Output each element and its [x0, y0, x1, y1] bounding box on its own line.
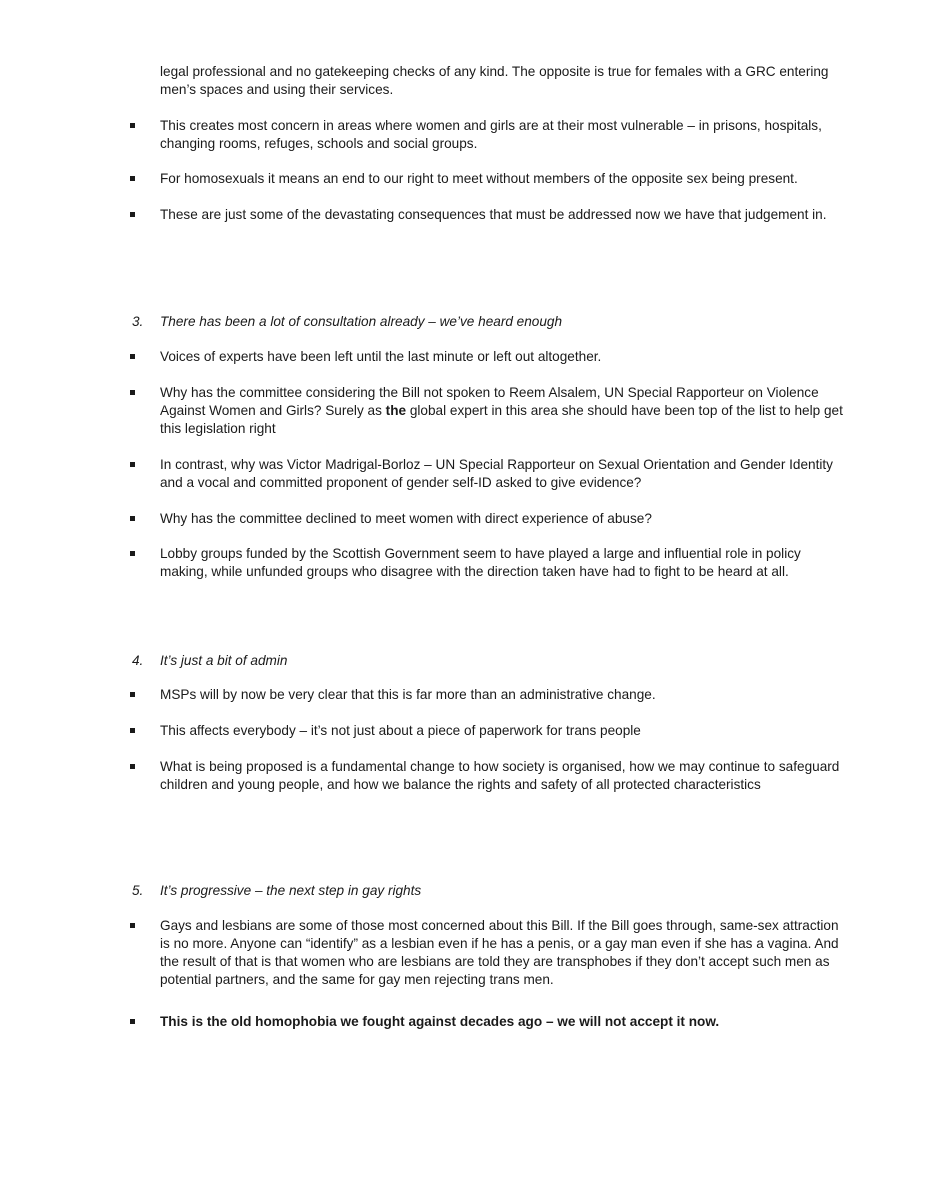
list-item-text	[160, 384, 850, 438]
list-item-text: For homosexuals it means an end to our right to meet without members of the opposite sex being present.	[160, 171, 798, 186]
section-number: 4.	[132, 653, 144, 668]
bullet-marker	[130, 176, 135, 181]
section-heading	[132, 882, 832, 900]
section-title: It’s just a bit of admin	[160, 653, 288, 668]
bullet-marker	[130, 123, 135, 128]
bullet-marker	[130, 462, 135, 467]
bullet-marker	[130, 692, 135, 697]
bullet-marker	[130, 1019, 135, 1024]
bold-text: the	[385, 403, 407, 418]
section-number: 3.	[132, 314, 144, 329]
list-item-text: This is the old homophobia we fought against decades ago – we will not accept it now.	[160, 1014, 720, 1029]
text-run: global expert in this area she should have been top of the list to help get this legislation right	[160, 403, 843, 436]
section-title: There has been a lot of consultation already – we’ve heard enough	[160, 314, 563, 329]
list-item-text: These are just some of the devastating consequences that must be addressed now we have that judgement in.	[160, 207, 827, 222]
section-number: 5.	[132, 883, 144, 898]
list-item-text: What is being proposed is a fundamental change to how society is organised, how we may continue to safeguard children and young people, and how we balance the rights and safety of all protected characteristics	[160, 759, 840, 792]
section-title: It’s progressive – the next step in gay rights	[160, 883, 422, 898]
list-item-text: Why has the committee declined to meet women with direct experience of abuse?	[160, 511, 652, 526]
list-item-text: This creates most concern in areas where women and girls are at their most vulnerable – in prisons, hospitals, changing rooms, refuges, schools and social groups.	[160, 118, 822, 151]
bullet-marker	[130, 354, 135, 359]
bullet-marker	[130, 728, 135, 733]
bullet-marker	[130, 516, 135, 521]
intro-continuation: legal professional and no gatekeeping checks of any kind. The opposite is true for females with a GRC entering men’s spaces and using their services.	[160, 64, 829, 97]
list-item-text: In contrast, why was Victor Madrigal-Borloz – UN Special Rapporteur on Sexual Orientation and Gender Identity and a vocal and committed proponent of gender self-ID asked to give evidence?	[160, 457, 833, 490]
section-heading	[132, 652, 832, 670]
bullet-marker	[130, 764, 135, 769]
list-item-text: MSPs will by now be very clear that this is far more than an administrative change.	[160, 687, 656, 702]
section-heading	[132, 313, 832, 331]
bullet-marker	[130, 551, 135, 556]
bullet-marker	[130, 390, 135, 395]
bullet-marker	[130, 923, 135, 928]
text-run: Why has the committee considering the Bill not spoken to Reem Alsalem, UN Special Rapporteur on Violence Against Women and Girls? Surely as	[160, 385, 819, 418]
list-item-text: This affects everybody – it’s not just about a piece of paperwork for trans people	[160, 723, 641, 738]
list-item-text: Voices of experts have been left until the last minute or left out altogether.	[160, 349, 602, 364]
bullet-marker	[130, 212, 135, 217]
list-item-text: Gays and lesbians are some of those most concerned about this Bill. If the Bill goes through, same-sex attraction is no more. Anyone can “identify” as a lesbian even if he has a penis, or a gay man even if she has a vagina. And the result of that is that women who are lesbians are told they are transphobes if they don’t accept such men as potential partners, and the same for gay men rejecting trans men.	[160, 918, 839, 987]
list-item-text: Lobby groups funded by the Scottish Government seem to have played a large and influential role in policy making, while unfunded groups who disagree with the direction taken have had to fight to be heard at all.	[160, 546, 801, 579]
